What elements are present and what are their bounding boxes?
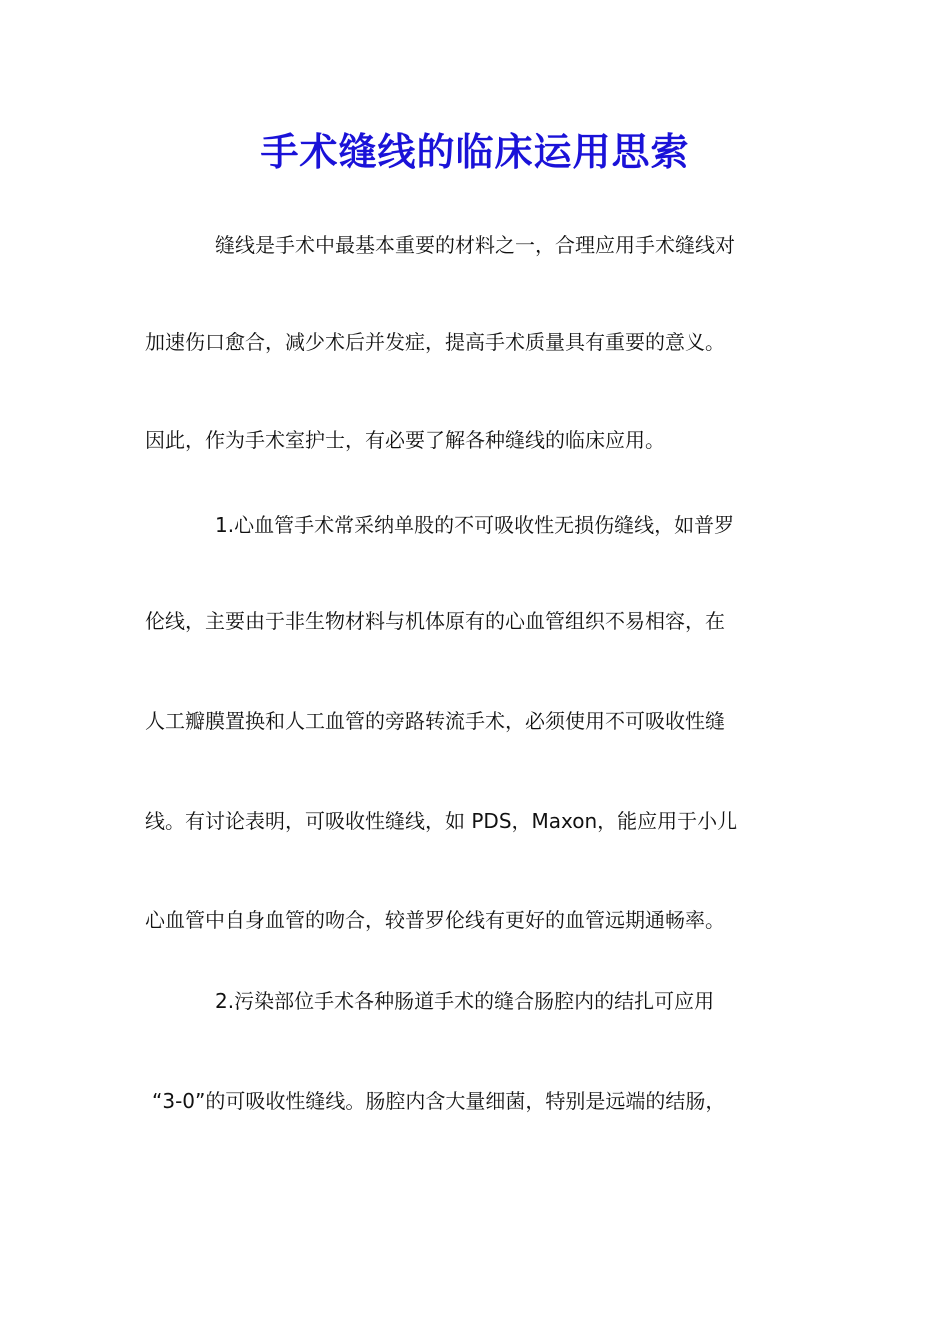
paragraph-line: 缝线是手术中最基本重要的材料之一，合理应用手术缝线对 xyxy=(215,233,735,257)
paragraph-line: 2.污染部位手术各种肠道手术的缝合肠腔内的结扎可应用 xyxy=(215,989,715,1013)
paragraph-line: 人工瓣膜置换和人工血管的旁路转流手术，必须使用不可吸收性缝 xyxy=(145,709,725,733)
paragraph-line: 伦线，主要由于非生物材料与机体原有的心血管组织不易相容，在 xyxy=(145,609,725,633)
paragraph-line: 心血管中自身血管的吻合，较普罗伦线有更好的血管远期通畅率。 xyxy=(145,908,725,932)
paragraph-line: 加速伤口愈合，减少术后并发症，提高手术质量具有重要的意义。 xyxy=(145,330,725,354)
paragraph-line: “3-0”的可吸收性缝线。肠腔内含大量细菌，特别是远端的结肠， xyxy=(152,1089,726,1113)
document-title: 手术缝线的临床运用思索 xyxy=(260,129,690,174)
paragraph-line: 因此，作为手术室护士，有必要了解各种缝线的临床应用。 xyxy=(145,428,665,452)
paragraph-line: 线。有讨论表明，可吸收性缝线，如 PDS，Maxon，能应用于小儿 xyxy=(145,809,738,833)
paragraph-line: 1.心血管手术常采纳单股的不可吸收性无损伤缝线，如普罗 xyxy=(215,513,735,537)
